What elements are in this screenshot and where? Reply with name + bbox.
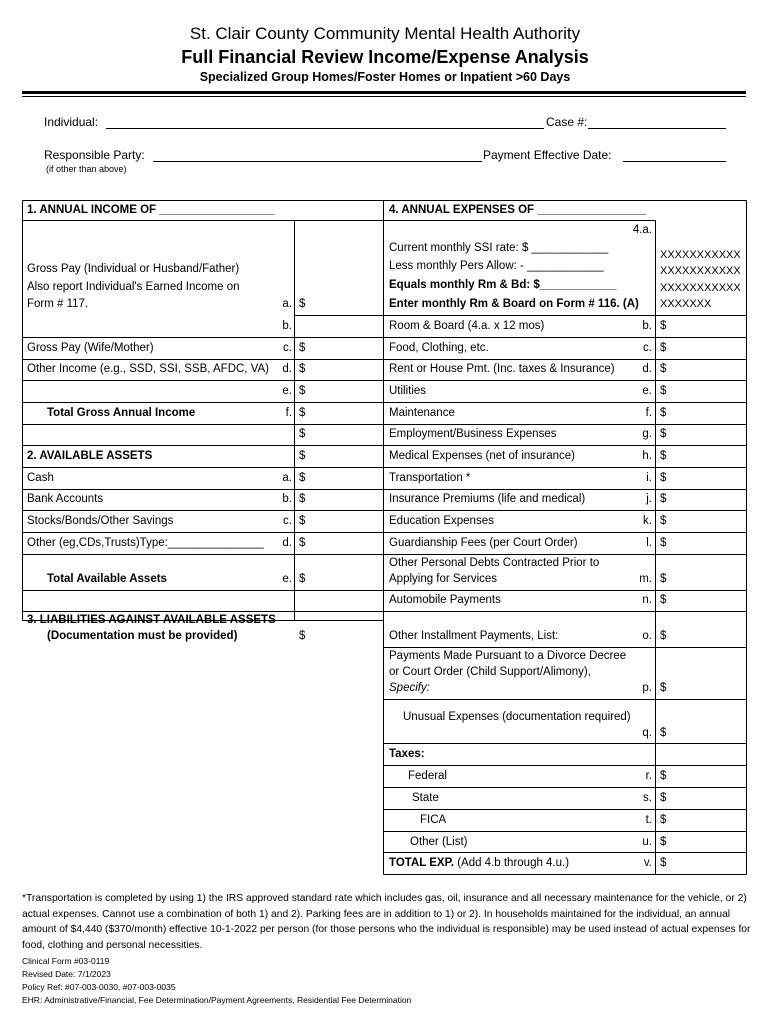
expense-amount[interactable]: $ — [660, 342, 667, 354]
letter-4u: u. — [642, 836, 652, 848]
dollar-1d[interactable]: $ — [299, 363, 306, 375]
equals-rm-bd[interactable]: Equals monthly Rm & Bd: $____________ — [389, 279, 617, 291]
dollar-4t[interactable]: $ — [660, 814, 667, 826]
section-annual-income: 1. ANNUAL INCOME OF __________________ — [27, 204, 275, 216]
policy-ref: Policy Ref: #07-003-0030, #07-003-0035 — [22, 982, 176, 992]
dollar-2c[interactable]: $ — [299, 515, 306, 527]
expense-label: Room & Board (4.a. x 12 mos) — [389, 320, 545, 332]
other-income: Other Income (e.g., SSD, SSI, SSB, AFDC, VA) — [27, 363, 270, 375]
other-debts-line2: Applying for Services — [389, 573, 498, 585]
letter-4p: p. — [642, 682, 652, 694]
letter-1e: e. — [282, 385, 292, 397]
individual-label: Individual: — [44, 115, 99, 129]
bank-label: Bank Accounts — [27, 493, 104, 505]
expense-letter: j. — [646, 493, 652, 505]
letter-2d: d. — [282, 537, 292, 549]
letter-2e: e. — [282, 573, 292, 585]
letter-4n: n. — [642, 594, 652, 606]
auto-payments: Automobile Payments — [389, 594, 501, 606]
letter-1a: a. — [282, 298, 292, 310]
fica-label: FICA — [420, 814, 447, 826]
cash-label: Cash — [27, 472, 54, 484]
other-list-label: Other (List) — [410, 836, 468, 848]
expense-label: Maintenance — [389, 407, 455, 419]
dollar-4r[interactable]: $ — [660, 770, 667, 782]
expense-amount[interactable]: $ — [660, 515, 667, 527]
expense-letter: d. — [642, 363, 652, 375]
expense-letter: b. — [642, 320, 652, 332]
enter-rm-board: Enter monthly Rm & Board on Form # 116. (A) — [389, 298, 639, 310]
letter-4v: v. — [643, 857, 652, 869]
form-title: Full Financial Review Income/Expense Analysis — [181, 47, 589, 67]
letter-2b: b. — [282, 493, 292, 505]
letter-4s: s. — [643, 792, 652, 804]
installment-payments: Other Installment Payments, List: — [389, 630, 559, 642]
federal-label: Federal — [408, 770, 447, 782]
pers-allow[interactable]: Less monthly Pers Allow: - ____________ — [389, 260, 604, 272]
transportation-footnote: *Transportation is completed by using 1) the IRS approved standard rate which includes gas, oil, insurance and all necessary maintenance for the vehicle, or 2) actual expenses. Cannot use a combination of both 1) and 2). Parking fees are in addition to 1) or 2). In households maintained for the individual, an annual amount of $4,440 ($370/month) effective 10-1-2022 per person (for those persons who the individual is responsible) may be used instead of actual expenses for food, clothing and personal necessities. — [22, 893, 751, 951]
expense-amount[interactable]: $ — [660, 320, 667, 332]
case-label: Case #: — [546, 115, 588, 129]
responsible-label: Responsible Party: — [44, 148, 145, 162]
expense-amount[interactable]: $ — [660, 493, 667, 505]
liabilities-note: (Documentation must be provided) — [47, 630, 238, 642]
dollar-4p[interactable]: $ — [660, 682, 667, 694]
expense-letter: f. — [645, 407, 652, 419]
section-liabilities: 3. LIABILITIES AGAINST AVAILABLE ASSETS — [27, 614, 276, 626]
total-exp-note: (Add 4.b through 4.u.) — [457, 857, 570, 869]
expense-amount[interactable]: $ — [660, 363, 667, 375]
expense-label: Rent or House Pmt. (Inc. taxes & Insurance) — [389, 363, 615, 375]
expense-label: Guardianship Fees (per Court Order) — [389, 537, 578, 549]
expense-label: Transportation * — [389, 472, 471, 484]
item-4a-label: 4.a. — [632, 224, 652, 236]
expense-letter: k. — [643, 515, 652, 527]
org-name: St. Clair County Community Mental Health Authority — [189, 24, 581, 43]
expense-amount[interactable]: $ — [660, 407, 667, 419]
unusual-expenses: Unusual Expenses (documentation required) — [403, 711, 631, 723]
expense-label: Employment/Business Expenses — [389, 428, 557, 440]
letter-4o: o. — [642, 630, 652, 642]
letter-1c: c. — [283, 342, 292, 354]
dollar-4q[interactable]: $ — [660, 727, 667, 739]
letter-1b: b. — [282, 320, 292, 332]
clinical-form-number: Clinical Form #03-0119 — [22, 956, 110, 966]
dollar-2e[interactable]: $ — [299, 573, 306, 585]
expense-label: Insurance Premiums (life and medical) — [389, 493, 586, 505]
total-assets-label: Total Available Assets — [47, 573, 167, 585]
payment-date-label: Payment Effective Date: — [483, 148, 612, 162]
dollar-1a[interactable]: $ — [299, 298, 306, 310]
expense-amount[interactable]: $ — [660, 450, 667, 462]
expense-letter: c. — [643, 342, 652, 354]
section-available-assets: 2. AVAILABLE ASSETS — [27, 450, 153, 462]
ssi-rate[interactable]: Current monthly SSI rate: $ ____________ — [389, 242, 609, 254]
expense-letter: l. — [646, 537, 652, 549]
total-income-label: Total Gross Annual Income — [47, 407, 196, 419]
ehr-path: EHR: Administrative/Financial, Fee Determination/Payment Agreements, Residential Fee Determination — [22, 995, 412, 1005]
dollar-4n[interactable]: $ — [660, 594, 667, 606]
expense-label: Food, Clothing, etc. — [389, 342, 489, 354]
letter-1f: f. — [285, 407, 292, 419]
x-fill-4: XXXXXXX — [660, 298, 712, 310]
taxes-label: Taxes: — [389, 748, 425, 760]
letter-4q: q. — [642, 727, 652, 739]
form-subtitle: Specialized Group Homes/Foster Homes or Inpatient >60 Days — [199, 70, 571, 84]
expense-amount[interactable]: $ — [660, 537, 667, 549]
dollar-4m[interactable]: $ — [660, 573, 667, 585]
letter-2c: c. — [283, 515, 292, 527]
dollar-1f[interactable]: $ — [299, 407, 306, 419]
gross-pay-line2: Also report Individual's Earned Income on — [27, 281, 240, 293]
expense-letter: g. — [642, 428, 652, 440]
expense-amount[interactable]: $ — [660, 385, 667, 397]
dollar-4o[interactable]: $ — [660, 630, 667, 642]
divorce-specify: Specify: — [389, 682, 430, 694]
expense-amount[interactable]: $ — [660, 428, 667, 440]
dollar-1e[interactable]: $ — [299, 385, 306, 397]
dollar-assets-head[interactable]: $ — [299, 450, 306, 462]
divorce-line1: Payments Made Pursuant to a Divorce Decree — [389, 650, 627, 662]
expense-amount[interactable]: $ — [660, 472, 667, 484]
other-assets-label: Other (eg,CDs,Trusts)Type:_______________ — [27, 537, 264, 549]
x-fill-3: XXXXXXXXXXX — [660, 282, 741, 294]
gross-pay-line1: Gross Pay (Individual or Husband/Father) — [27, 263, 240, 275]
letter-4r: r. — [645, 770, 652, 782]
dollar-2a[interactable]: $ — [299, 472, 306, 484]
x-fill-1: XXXXXXXXXXX — [660, 249, 741, 261]
gross-pay-wife: Gross Pay (Wife/Mother) — [27, 342, 154, 354]
responsible-note: (if other than above) — [46, 164, 127, 174]
expense-label: Utilities — [389, 385, 427, 397]
expense-letter: h. — [642, 450, 652, 462]
state-label: State — [412, 792, 439, 804]
total-exp-label: TOTAL EXP. — [389, 857, 454, 869]
dollar-2d[interactable]: $ — [299, 537, 306, 549]
x-fill-2: XXXXXXXXXXX — [660, 265, 741, 277]
gross-pay-line3: Form # 117. — [27, 298, 89, 310]
letter-4m: m. — [639, 573, 652, 585]
expense-label: Education Expenses — [389, 515, 494, 527]
dollar-liabilities[interactable]: $ — [299, 630, 306, 642]
expense-letter: i. — [646, 472, 652, 484]
dollar-4v[interactable]: $ — [660, 857, 667, 869]
other-debts-line1: Other Personal Debts Contracted Prior to — [389, 557, 600, 569]
total-exp-row — [389, 857, 569, 869]
dollar-blank[interactable]: $ — [299, 428, 306, 440]
letter-2a: a. — [282, 472, 292, 484]
expense-letter: e. — [642, 385, 652, 397]
section-annual-expenses: 4. ANNUAL EXPENSES OF _________________ — [389, 204, 646, 216]
letter-4t: t. — [645, 814, 652, 826]
expense-label: Medical Expenses (net of insurance) — [389, 450, 576, 462]
dollar-4s[interactable]: $ — [660, 792, 667, 804]
divorce-line2: or Court Order (Child Support/Alimony), — [389, 666, 591, 678]
dollar-2b[interactable]: $ — [299, 493, 306, 505]
dollar-4u[interactable]: $ — [660, 836, 667, 848]
dollar-1c[interactable]: $ — [299, 342, 306, 354]
stocks-label: Stocks/Bonds/Other Savings — [27, 515, 174, 527]
letter-1d: d. — [282, 363, 292, 375]
revised-date: Revised Date: 7/1/2023 — [22, 969, 111, 979]
